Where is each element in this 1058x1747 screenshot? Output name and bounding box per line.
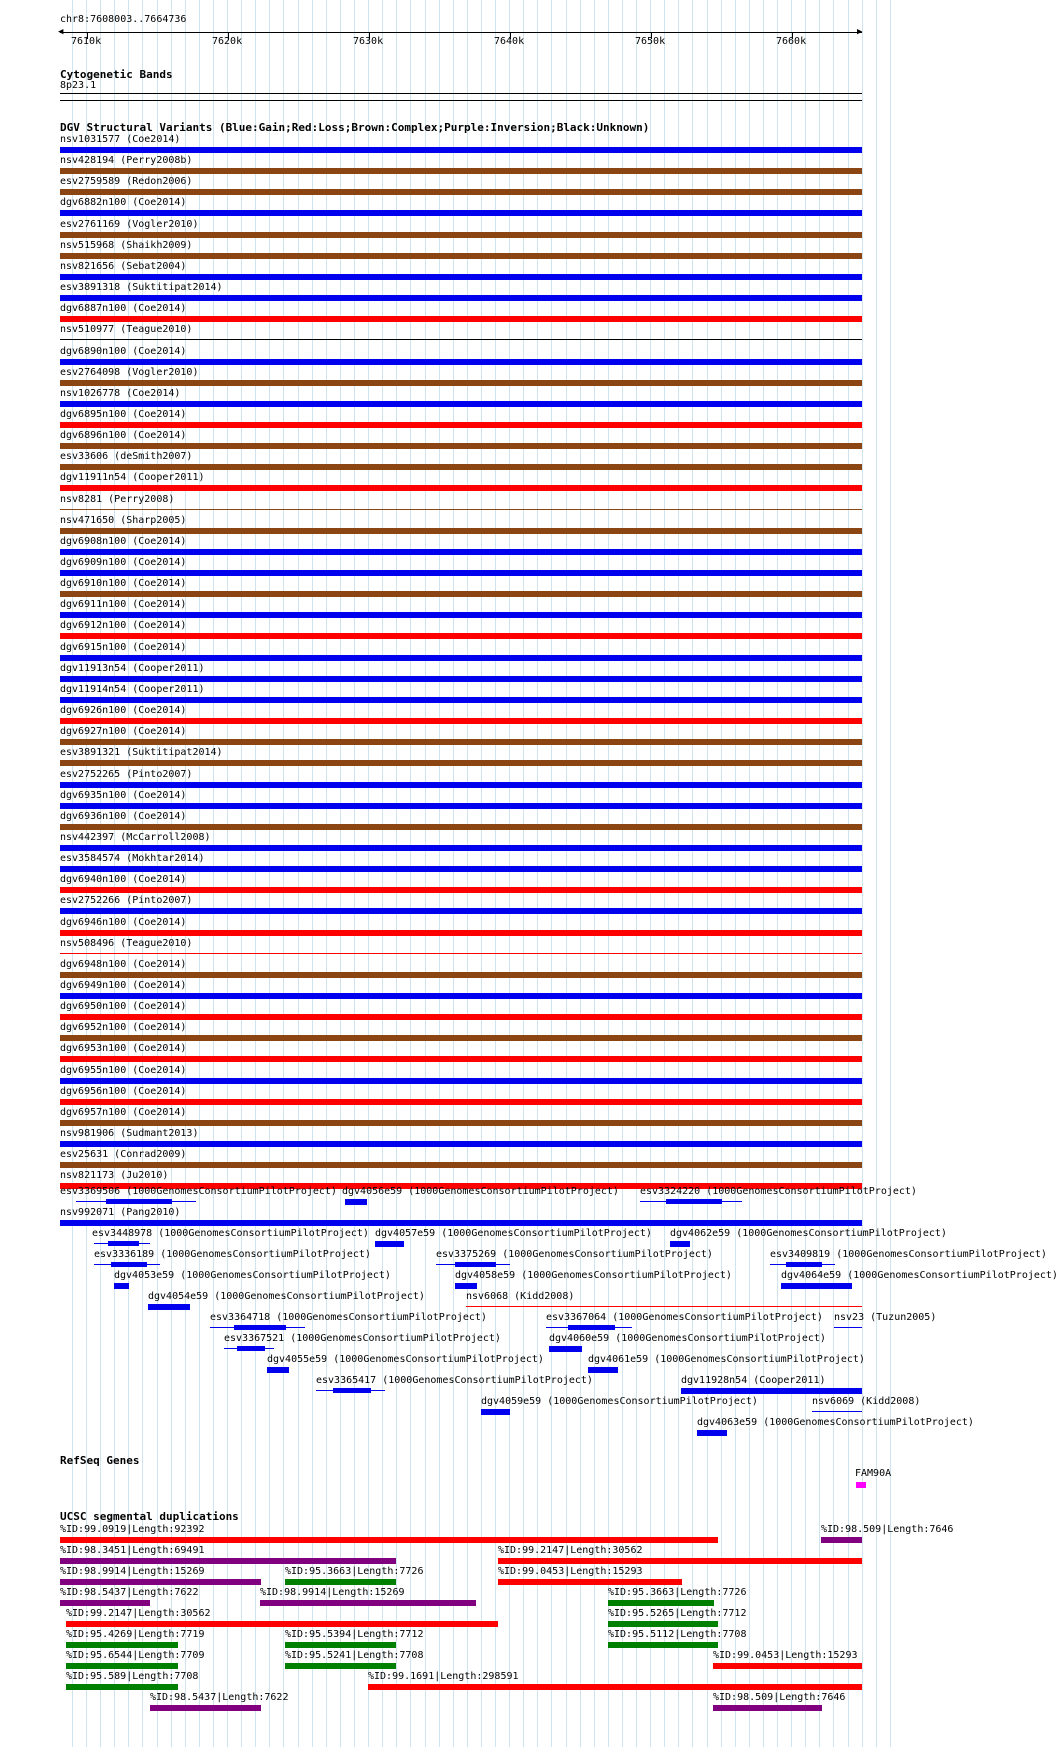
dgv-packed-label: dgv4060e59 (1000GenomesConsortiumPilotProject)	[549, 1333, 826, 1344]
dgv-variant-label: esv25631 (Conrad2009)	[60, 1149, 187, 1160]
dgv-packed-bar	[455, 1283, 477, 1289]
segdup-bar	[285, 1642, 396, 1648]
dgv-variant-label: dgv6908n100 (Coe2014)	[60, 536, 187, 547]
dgv-packed-bar	[234, 1325, 286, 1330]
dgv-variant-label: esv3584574 (Mokhtar2014)	[60, 853, 205, 864]
dgv-packed-label: esv3364718 (1000GenomesConsortiumPilotProject)	[210, 1312, 487, 1323]
grid-line	[636, 0, 637, 1747]
dgv-packed-bar	[106, 1199, 172, 1204]
grid-line	[425, 0, 426, 1747]
dgv-packed-bar	[697, 1430, 727, 1436]
grid-line	[580, 0, 581, 1747]
dgv-variant-label: esv3891318 (Suktitipat2014)	[60, 282, 223, 293]
segdup-label: %ID:95.3663|Length:7726	[608, 1587, 747, 1598]
segdup-bar	[66, 1621, 498, 1627]
grid-line	[608, 0, 609, 1747]
dgv-packed-bar	[267, 1367, 289, 1373]
dgv-variant-bar	[60, 316, 862, 322]
dgv-variant-bar	[60, 1162, 862, 1168]
grid-line	[833, 0, 834, 1747]
segdup-bar	[150, 1705, 261, 1711]
segdup-bar	[60, 1579, 261, 1585]
dgv-variant-label: dgv6949n100 (Coe2014)	[60, 980, 187, 991]
dgv-variant-label: esv3891321 (Suktitipat2014)	[60, 747, 223, 758]
dgv-variant-bar	[60, 908, 862, 914]
dgv-packed-label: dgv4057e59 (1000GenomesConsortiumPilotProject)	[375, 1228, 652, 1239]
dgv-variant-bar	[60, 887, 862, 893]
dgv-variant-label: nsv821173 (Ju2010)	[60, 1170, 169, 1181]
grid-line	[876, 0, 877, 1747]
grid-line	[269, 0, 270, 1747]
grid-line	[622, 0, 623, 1747]
dgv-variant-label: dgv6940n100 (Coe2014)	[60, 874, 187, 885]
dgv-variant-label: esv33606 (deSmith2007)	[60, 451, 193, 462]
dgv-variant-bar	[60, 612, 862, 618]
dgv-packed-label: dgv4061e59 (1000GenomesConsortiumPilotProject)	[588, 1354, 865, 1365]
dgv-variant-bar	[60, 168, 862, 174]
dgv-variant-label: dgv6950n100 (Coe2014)	[60, 1001, 187, 1012]
dgv-variant-bar	[60, 570, 862, 576]
segdup-bar	[60, 1537, 718, 1543]
segdup-label: %ID:99.2147|Length:30562	[66, 1608, 211, 1619]
segdup-label: %ID:99.2147|Length:30562	[498, 1545, 643, 1556]
segdup-bar	[608, 1642, 718, 1648]
dgv-variant-bar	[60, 1056, 862, 1062]
grid-line	[199, 0, 200, 1747]
dgv-packed-bar	[549, 1346, 582, 1352]
dgv-packed-bar	[568, 1325, 615, 1330]
dgv-packed-label: esv3367521 (1000GenomesConsortiumPilotProject)	[224, 1333, 501, 1344]
grid-line	[382, 0, 383, 1747]
grid-line	[410, 0, 411, 1747]
dgv-packed-label: esv3409819 (1000GenomesConsortiumPilotProject)	[770, 1249, 1047, 1260]
dgv-packed-line	[812, 1411, 862, 1412]
grid-line	[213, 0, 214, 1747]
dgv-variant-bar	[60, 591, 862, 597]
dgv-variant-bar	[60, 1120, 862, 1126]
dgv-packed-label: esv3324220 (1000GenomesConsortiumPilotProject)	[640, 1186, 917, 1197]
grid-line	[312, 0, 313, 1747]
segdup-track-title: UCSC segmental duplications	[60, 1510, 239, 1523]
grid-line	[481, 0, 482, 1747]
grid-line	[523, 0, 524, 1747]
dgv-packed-bar	[375, 1241, 404, 1247]
ruler-axis-line	[60, 32, 862, 33]
dgv-variant-bar	[60, 953, 862, 954]
dgv-variant-bar	[60, 274, 862, 280]
dgv-packed-label: esv3448978 (1000GenomesConsortiumPilotProject)	[92, 1228, 369, 1239]
dgv-packed-label: dgv4056e59 (1000GenomesConsortiumPilotProject)	[342, 1186, 619, 1197]
dgv-variant-label: dgv11911n54 (Cooper2011)	[60, 472, 205, 483]
dgv-variant-label: nsv515968 (Shaikh2009)	[60, 240, 193, 251]
grid-line	[566, 0, 567, 1747]
segdup-bar	[285, 1579, 396, 1585]
dgv-variant-label: dgv6953n100 (Coe2014)	[60, 1043, 187, 1054]
dgv-packed-label: esv3367064 (1000GenomesConsortiumPilotProject)	[546, 1312, 823, 1323]
grid-line	[749, 0, 750, 1747]
dgv-variant-label: dgv6909n100 (Coe2014)	[60, 557, 187, 568]
segdup-bar	[60, 1558, 396, 1564]
segdup-label: %ID:98.3451|Length:69491	[60, 1545, 205, 1556]
grid-line	[340, 0, 341, 1747]
dgv-packed-bar	[786, 1262, 822, 1267]
segdup-label: %ID:95.5112|Length:7708	[608, 1629, 747, 1640]
dgv-variant-bar	[60, 509, 862, 510]
dgv-variant-label: nsv510977 (Teague2010)	[60, 324, 193, 335]
dgv-variant-label: esv2761169 (Vogler2010)	[60, 219, 199, 230]
grid-line	[777, 0, 778, 1747]
dgv-variant-label: nsv508496 (Teague2010)	[60, 938, 193, 949]
dgv-variant-bar	[60, 760, 862, 766]
grid-line	[255, 0, 256, 1747]
ruler-tick-label: 7640k	[494, 36, 525, 47]
dgv-variant-bar	[60, 253, 862, 259]
dgv-variant-label: nsv442397 (McCarroll2008)	[60, 832, 211, 843]
dgv-variant-label: nsv471650 (Sharp2005)	[60, 515, 187, 526]
segdup-label: %ID:95.5265|Length:7712	[608, 1608, 747, 1619]
dgv-packed-bar	[481, 1409, 510, 1415]
grid-line	[368, 0, 369, 1747]
dgv-variant-label: dgv6948n100 (Coe2014)	[60, 959, 187, 970]
dgv-variant-label: dgv6887n100 (Coe2014)	[60, 303, 187, 314]
grid-line	[678, 0, 679, 1747]
segdup-bar	[713, 1705, 822, 1711]
segdup-label: %ID:95.5241|Length:7708	[285, 1650, 424, 1661]
segdup-bar	[66, 1642, 178, 1648]
dgv-packed-label: esv3336189 (1000GenomesConsortiumPilotProject)	[94, 1249, 371, 1260]
ruler-tick-label: 7610k	[71, 36, 102, 47]
dgv-variant-label: nsv1031577 (Coe2014)	[60, 134, 181, 145]
dgv-packed-label: dgv4054e59 (1000GenomesConsortiumPilotProject)	[148, 1291, 425, 1302]
dgv-packed-label: esv3365417 (1000GenomesConsortiumPilotProject)	[316, 1375, 593, 1386]
grid-line	[453, 0, 454, 1747]
dgv-variant-bar	[60, 866, 862, 872]
cytoband-divider	[60, 100, 862, 101]
dgv-packed-bar	[148, 1304, 190, 1310]
grid-line	[396, 0, 397, 1747]
grid-line	[227, 0, 228, 1747]
segdup-bar	[260, 1600, 476, 1606]
dgv-variant-bar	[60, 210, 862, 216]
segdup-label: %ID:99.0453|Length:15293	[498, 1566, 643, 1577]
dgv-variant-label: esv2752266 (Pinto2007)	[60, 895, 193, 906]
dgv-variant-label: dgv6957n100 (Coe2014)	[60, 1107, 187, 1118]
grid-line	[664, 0, 665, 1747]
dgv-variant-bar	[60, 339, 862, 340]
grid-line	[298, 0, 299, 1747]
dgv-variant-bar	[60, 972, 862, 978]
segdup-bar	[60, 1600, 150, 1606]
dgv-variant-bar	[60, 845, 862, 851]
dgv-variant-bar	[60, 422, 862, 428]
grid-line	[283, 0, 284, 1747]
segdup-label: %ID:95.5394|Length:7712	[285, 1629, 424, 1640]
dgv-variant-bar	[60, 380, 862, 386]
dgv-variant-bar	[60, 633, 862, 639]
dgv-variant-label: dgv6946n100 (Coe2014)	[60, 917, 187, 928]
dgv-variant-bar	[60, 189, 862, 195]
grid-line	[650, 0, 651, 1747]
dgv-packed-bar	[588, 1367, 618, 1373]
ruler-tick-label: 7620k	[212, 36, 243, 47]
dgv-variant-label: dgv6952n100 (Coe2014)	[60, 1022, 187, 1033]
dgv-packed-bar	[237, 1346, 265, 1351]
dgv-variant-bar	[60, 295, 862, 301]
dgv-variant-bar	[60, 549, 862, 555]
segdup-bar	[498, 1558, 862, 1564]
dgv-packed-label: nsv6068 (Kidd2008)	[466, 1291, 575, 1302]
grid-line	[551, 0, 552, 1747]
dgv-variant-label: dgv6936n100 (Coe2014)	[60, 811, 187, 822]
dgv-variant-bar	[60, 1035, 862, 1041]
dgv-variant-label: nsv981906 (Sudmant2013)	[60, 1128, 199, 1139]
segdup-label: %ID:95.589|Length:7708	[66, 1671, 199, 1682]
dgv-variant-bar	[60, 697, 862, 703]
dgv-variant-bar	[60, 803, 862, 809]
dgv-variant-bar	[60, 359, 862, 365]
grid-line	[763, 0, 764, 1747]
dgv-variant-label: dgv6911n100 (Coe2014)	[60, 599, 187, 610]
dgv-packed-line	[466, 1306, 862, 1307]
segdup-bar	[821, 1537, 862, 1543]
dgv-packed-label: dgv4064e59 (1000GenomesConsortiumPilotProject)	[781, 1270, 1058, 1281]
segdup-label: %ID:98.9914|Length:15269	[60, 1566, 205, 1577]
dgv-packed-label: dgv4059e59 (1000GenomesConsortiumPilotProject)	[481, 1396, 758, 1407]
segdup-label: %ID:98.509|Length:7646	[713, 1692, 846, 1703]
grid-line	[805, 0, 806, 1747]
dgv-variant-label: dgv6955n100 (Coe2014)	[60, 1065, 187, 1076]
dgv-variant-bar	[60, 485, 862, 491]
dgv-variant-label: nsv428194 (Perry2008b)	[60, 155, 193, 166]
segdup-label: %ID:95.3663|Length:7726	[285, 1566, 424, 1577]
segdup-label: %ID:95.4269|Length:7719	[66, 1629, 205, 1640]
segdup-bar	[608, 1600, 714, 1606]
dgv-packed-bar	[666, 1199, 722, 1204]
grid-line	[594, 0, 595, 1747]
dgv-variant-label: esv2752265 (Pinto2007)	[60, 769, 193, 780]
dgv-packed-label: esv3375269 (1000GenomesConsortiumPilotProject)	[436, 1249, 713, 1260]
segdup-label: %ID:95.6544|Length:7709	[66, 1650, 205, 1661]
grid-line	[467, 0, 468, 1747]
grid-line	[439, 0, 440, 1747]
dgv-variant-label: dgv6935n100 (Coe2014)	[60, 790, 187, 801]
ruler-right-arrow: ▶	[857, 27, 863, 37]
dgv-packed-label: dgv4055e59 (1000GenomesConsortiumPilotProject)	[267, 1354, 544, 1365]
dgv-packed-bar	[781, 1283, 852, 1289]
dgv-packed-label: dgv4062e59 (1000GenomesConsortiumPilotProject)	[670, 1228, 947, 1239]
dgv-variant-bar	[60, 739, 862, 745]
grid-line	[354, 0, 355, 1747]
dgv-variant-label: dgv6915n100 (Coe2014)	[60, 642, 187, 653]
dgv-variant-label: dgv6890n100 (Coe2014)	[60, 346, 187, 357]
segdup-label: %ID:98.5437|Length:7622	[150, 1692, 289, 1703]
refseq-gene-label: FAM90A	[855, 1468, 892, 1479]
ruler-left-arrow: ◀	[58, 27, 64, 37]
grid-line	[890, 0, 891, 1747]
dgv-variant-bar	[60, 1078, 862, 1084]
ruler-tick-label: 7650k	[635, 36, 666, 47]
dgv-variant-label: nsv1026778 (Coe2014)	[60, 388, 181, 399]
dgv-packed-bar	[111, 1262, 147, 1267]
dgv-variant-label: dgv11913n54 (Cooper2011)	[60, 663, 205, 674]
dgv-variant-bar	[60, 718, 862, 724]
cytoband-label: 8p23.1	[60, 80, 97, 91]
dgv-variant-label: dgv6895n100 (Coe2014)	[60, 409, 187, 420]
dgv-variant-bar	[60, 655, 862, 661]
grid-line	[721, 0, 722, 1747]
refseq-track-title: RefSeq Genes	[60, 1454, 140, 1467]
dgv-packed-label: nsv992071 (Pang2010)	[60, 1207, 181, 1218]
dgv-packed-bar	[333, 1388, 371, 1393]
dgv-variant-label: dgv6926n100 (Coe2014)	[60, 705, 187, 716]
dgv-variant-bar	[60, 1099, 862, 1105]
dgv-variant-bar	[60, 930, 862, 936]
dgv-variant-bar	[60, 232, 862, 238]
dgv-packed-label: dgv4053e59 (1000GenomesConsortiumPilotProject)	[114, 1270, 391, 1281]
dgv-variant-bar	[60, 993, 862, 999]
dgv-packed-label: nsv6069 (Kidd2008)	[812, 1396, 921, 1407]
grid-line	[791, 0, 792, 1747]
dgv-packed-label: esv3369506 (1000GenomesConsortiumPilotProject)	[60, 1186, 337, 1197]
grid-line	[509, 0, 510, 1747]
dgv-packed-bar	[60, 1220, 862, 1226]
dgv-packed-label: nsv23 (Tuzun2005)	[834, 1312, 937, 1323]
dgv-variant-label: dgv11914n54 (Cooper2011)	[60, 684, 205, 695]
grid-line	[241, 0, 242, 1747]
dgv-track-title: DGV Structural Variants (Blue:Gain;Red:Loss;Brown:Complex;Purple:Inversion;Black:Unknown)	[60, 121, 650, 134]
dgv-variant-bar	[60, 1014, 862, 1020]
segdup-bar	[66, 1663, 178, 1669]
grid-line	[537, 0, 538, 1747]
grid-line	[495, 0, 496, 1747]
dgv-variant-bar	[60, 676, 862, 682]
dgv-variant-label: esv2764098 (Vogler2010)	[60, 367, 199, 378]
segdup-bar	[498, 1579, 682, 1585]
location-label: chr8:7608003..7664736	[60, 14, 187, 25]
dgv-packed-bar	[108, 1241, 139, 1246]
dgv-variant-bar	[60, 147, 862, 153]
dgv-variant-bar	[60, 782, 862, 788]
grid-line	[735, 0, 736, 1747]
segdup-label: %ID:98.9914|Length:15269	[260, 1587, 405, 1598]
ruler-tick-label: 7630k	[353, 36, 384, 47]
dgv-variant-label: dgv6956n100 (Coe2014)	[60, 1086, 187, 1097]
segdup-bar	[66, 1684, 178, 1690]
dgv-variant-label: dgv6896n100 (Coe2014)	[60, 430, 187, 441]
segdup-label: %ID:98.509|Length:7646	[821, 1524, 954, 1535]
segdup-label: %ID:99.0453|Length:15293	[713, 1650, 858, 1661]
refseq-gene-strand-icon: ▸	[861, 1480, 867, 1490]
grid-line	[692, 0, 693, 1747]
ruler-tick-label: 7660k	[776, 36, 807, 47]
dgv-packed-label: dgv4058e59 (1000GenomesConsortiumPilotProject)	[455, 1270, 732, 1281]
dgv-packed-line	[834, 1327, 862, 1328]
dgv-variant-label: dgv6910n100 (Coe2014)	[60, 578, 187, 589]
segdup-bar	[608, 1621, 718, 1627]
dgv-variant-label: esv2759589 (Redon2006)	[60, 176, 193, 187]
dgv-variant-bar	[60, 401, 862, 407]
grid-line	[707, 0, 708, 1747]
dgv-variant-bar	[60, 528, 862, 534]
dgv-packed-label: dgv11928n54 (Cooper2011)	[681, 1375, 826, 1386]
segdup-bar	[285, 1663, 396, 1669]
dgv-packed-label: dgv4063e59 (1000GenomesConsortiumPilotProject)	[697, 1417, 974, 1428]
dgv-packed-bar	[345, 1199, 367, 1205]
segdup-bar	[713, 1663, 862, 1669]
dgv-packed-bar	[681, 1388, 862, 1394]
grid-line	[819, 0, 820, 1747]
cytoband-track-title: Cytogenetic Bands	[60, 68, 173, 81]
dgv-variant-bar	[60, 824, 862, 830]
dgv-packed-bar	[455, 1262, 496, 1267]
grid-line	[326, 0, 327, 1747]
dgv-variant-label: nsv821656 (Sebat2004)	[60, 261, 187, 272]
dgv-variant-bar	[60, 464, 862, 470]
segdup-bar	[368, 1684, 862, 1690]
segdup-label: %ID:99.1691|Length:298591	[368, 1671, 519, 1682]
dgv-variant-label: nsv8281 (Perry2008)	[60, 494, 175, 505]
dgv-variant-label: dgv6882n100 (Coe2014)	[60, 197, 187, 208]
grid-line	[848, 0, 849, 1747]
segdup-label: %ID:98.5437|Length:7622	[60, 1587, 199, 1598]
dgv-variant-bar	[60, 1141, 862, 1147]
dgv-variant-label: dgv6912n100 (Coe2014)	[60, 620, 187, 631]
dgv-variant-label: dgv6927n100 (Coe2014)	[60, 726, 187, 737]
segdup-label: %ID:99.0919|Length:92392	[60, 1524, 205, 1535]
dgv-variant-bar	[60, 443, 862, 449]
dgv-packed-bar	[114, 1283, 129, 1289]
dgv-packed-bar	[670, 1241, 690, 1247]
cytoband-bar	[60, 93, 862, 94]
